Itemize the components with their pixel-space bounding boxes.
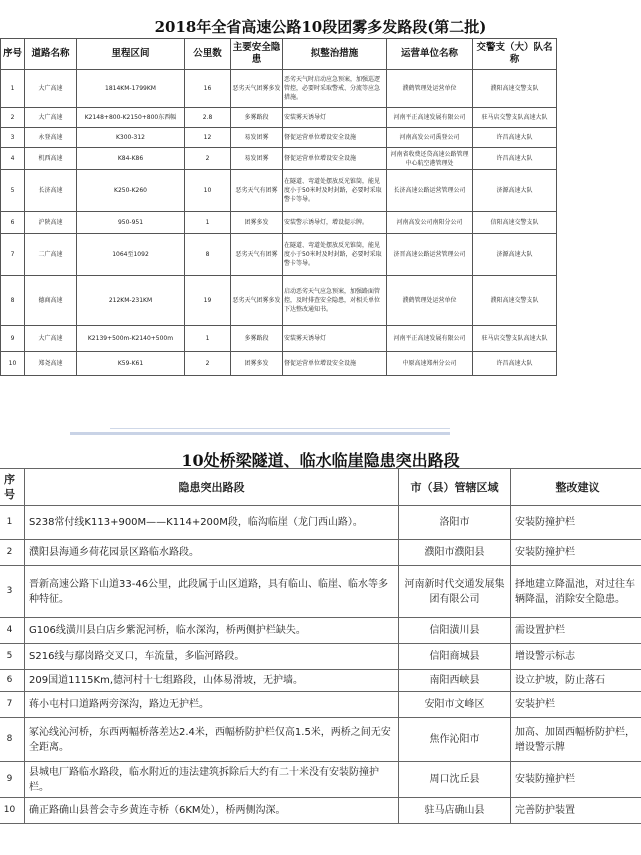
cell-rectification: 安装防撞护栏 <box>511 506 641 540</box>
table-row <box>1 108 635 128</box>
cell-km: 12 <box>185 128 231 148</box>
cell-road-name: 郑尧高速 <box>25 352 77 376</box>
header-measures: 拟整治措施 <box>283 39 387 70</box>
table1-header-row <box>1 39 635 70</box>
table2-header-row <box>0 469 641 506</box>
cell-rectification: 需设置护栏 <box>511 618 641 644</box>
cell-rectification: 安装防撞护栏 <box>511 540 641 566</box>
cell-km: 8 <box>185 234 231 276</box>
fog-sections-table <box>0 38 635 376</box>
cell-mileage: K2148+800-K2150+800东西幅 <box>77 108 185 128</box>
cell-road-name: 机西高速 <box>25 148 77 170</box>
header-index: 序号 <box>0 469 25 506</box>
cell-index: 7 <box>0 692 25 718</box>
table-row <box>0 670 641 692</box>
table-row <box>1 352 635 376</box>
cell-mileage: 950-951 <box>77 212 185 234</box>
cell-measures: 督促运营单位增设安全设施 <box>283 352 387 376</box>
cell-hazard-section: 濮阳县海通乡荷花园景区路临水路段。 <box>25 540 399 566</box>
cell-mileage: 212KM-231KM <box>77 276 185 326</box>
cell-hazard: 恶劣天气团雾多发 <box>231 276 283 326</box>
cell-index: 8 <box>1 276 25 326</box>
cell-mileage: 1814KM-1799KM <box>77 70 185 108</box>
cell-index: 9 <box>1 326 25 352</box>
cell-mileage: 1064至1092 <box>77 234 185 276</box>
header-rectification: 整改建议 <box>511 469 641 506</box>
cell-rectification: 加高、加固西幅桥防护栏，增设警示牌 <box>511 718 641 762</box>
cell-jurisdiction: 周口沈丘县 <box>399 762 511 798</box>
cell-hazard: 易发团雾 <box>231 128 283 148</box>
cell-jurisdiction: 濮阳市濮阳县 <box>399 540 511 566</box>
cell-km: 1 <box>185 326 231 352</box>
cell-measures: 督促运营单位增设安全设施 <box>283 128 387 148</box>
cell-measures: 安装雾天诱导灯 <box>283 326 387 352</box>
cell-police-unit: 济源高速大队 <box>473 234 557 276</box>
cell-mileage: K84-K86 <box>77 148 185 170</box>
cell-hazard-section: 蒋小屯村口道路两旁深沟，路边无护栏。 <box>25 692 399 718</box>
cell-measures: 在隧道、弯道处摆放反光锥筒，能见度小于50米时及时封路，必要时采取警卡等导。 <box>283 170 387 212</box>
cell-hazard-section: 冢沁线沁河桥，东西两幅桥落差达2.4米，西幅桥防护栏仅高1.5米，两桥之间无安全距离。 <box>25 718 399 762</box>
cell-index: 8 <box>0 718 25 762</box>
cell-police-unit: 濮阳高速交警支队 <box>473 276 557 326</box>
cell-hazard-section: G106线潢川县白店乡紫泥河桥，临水深沟，桥两侧护栏缺失。 <box>25 618 399 644</box>
cell-jurisdiction: 焦作沁阳市 <box>399 718 511 762</box>
cell-km: 16 <box>185 70 231 108</box>
header-jurisdiction: 市（县）管辖区域 <box>399 469 511 506</box>
cell-measures: 启动恶劣天气应急预案，加强路面管控，及时排查安全隐患，对相关单位下达整改通知书。 <box>283 276 387 326</box>
table-row <box>0 644 641 670</box>
cell-road-name: 大广高速 <box>25 108 77 128</box>
cell-mileage: K300-312 <box>77 128 185 148</box>
cell-operator: 濮鹤管理处运营单位 <box>387 276 473 326</box>
cell-km: 10 <box>185 170 231 212</box>
cell-rectification: 安装防撞护栏 <box>511 762 641 798</box>
blank-cell <box>557 70 635 108</box>
cell-index: 6 <box>1 212 25 234</box>
cell-index: 5 <box>0 644 25 670</box>
cell-km: 2 <box>185 148 231 170</box>
cell-hazard: 多雾路段 <box>231 326 283 352</box>
cell-mileage: K250-K260 <box>77 170 185 212</box>
cell-km: 1 <box>185 212 231 234</box>
cell-index: 10 <box>0 798 25 824</box>
cell-rectification: 增设警示标志 <box>511 644 641 670</box>
cell-index: 6 <box>0 670 25 692</box>
cell-road-name: 二广高速 <box>25 234 77 276</box>
table-row <box>1 212 635 234</box>
cell-operator: 河南高发公司南阳分公司 <box>387 212 473 234</box>
table-row <box>0 798 641 824</box>
cell-police-unit: 信阳高速交警支队 <box>473 212 557 234</box>
cell-index: 10 <box>1 352 25 376</box>
cell-index: 4 <box>0 618 25 644</box>
table-row <box>0 718 641 762</box>
table-row <box>0 692 641 718</box>
cell-index: 1 <box>1 70 25 108</box>
cell-index: 5 <box>1 170 25 212</box>
cell-rectification: 设立护坡，防止落石 <box>511 670 641 692</box>
cell-hazard-section: S216线与鄢岗路交叉口，车流量，多临河路段。 <box>25 644 399 670</box>
table-row <box>0 762 641 798</box>
cell-operator: 濮鹤管理处运营单位 <box>387 70 473 108</box>
cell-road-name: 大广高速 <box>25 326 77 352</box>
cell-jurisdiction: 河南新时代交通发展集团有限公司 <box>399 566 511 618</box>
cell-operator: 河南平正高速发展有限公司 <box>387 108 473 128</box>
cell-hazard-section: 209国道1115Km,德河村十七组路段，山体易滑坡，无护墙。 <box>25 670 399 692</box>
cell-index: 1 <box>0 506 25 540</box>
table-row <box>1 276 635 326</box>
cell-hazard: 团雾多发 <box>231 352 283 376</box>
blank-cell <box>557 326 635 352</box>
table1-title: 2018年全省高速公路10段团雾多发路段(第二批) <box>154 18 487 36</box>
blank-cell <box>557 352 635 376</box>
cell-rectification: 择地建立降温池，对过往车辆降温，消除安全隐患。 <box>511 566 641 618</box>
cell-police-unit: 驻马店交警支队高速大队 <box>473 108 557 128</box>
cell-hazard: 恶劣天气有团雾 <box>231 234 283 276</box>
cell-jurisdiction: 洛阳市 <box>399 506 511 540</box>
cell-jurisdiction: 南阳西峡县 <box>399 670 511 692</box>
cell-mileage: K59-K61 <box>77 352 185 376</box>
table-row <box>0 506 641 540</box>
header-hazard: 主要安全隐患 <box>231 39 283 70</box>
cell-road-name: 大广高速 <box>25 70 77 108</box>
table-row <box>1 326 635 352</box>
cell-mileage: K2139+500m-K2140+500m <box>77 326 185 352</box>
cell-hazard: 多雾路段 <box>231 108 283 128</box>
cell-road-name: 德商高速 <box>25 276 77 326</box>
cell-measures: 在隧道、弯道处摆放反光锥筒，能见度小于50米时及时封路，必要时采取警卡等导。 <box>283 234 387 276</box>
cell-operator: 济晋高速公路运营管理公司 <box>387 234 473 276</box>
cell-jurisdiction: 安阳市文峰区 <box>399 692 511 718</box>
cell-police-unit: 许昌高速大队 <box>473 128 557 148</box>
cell-measures: 恶劣天气时启动应急预案，加强巡逻管控，必要时采取警戒、分流等应急措施。 <box>283 70 387 108</box>
section-divider-bar <box>70 432 450 435</box>
cell-hazard-section: 确正路确山县普会寺乡黄连寺桥（6KM处），桥两侧沟深。 <box>25 798 399 824</box>
table-row <box>1 148 635 170</box>
cell-operator: 河南高发公司禹登公司 <box>387 128 473 148</box>
cell-police-unit: 许昌高速大队 <box>473 352 557 376</box>
cell-hazard-section: 晋新高速公路下山道33-46公里，此段属于山区道路，具有临山、临崖、临水等多种特征。 <box>25 566 399 618</box>
header-index: 序号 <box>1 39 25 70</box>
cell-km: 19 <box>185 276 231 326</box>
blank-cell <box>557 234 635 276</box>
table-row <box>1 170 635 212</box>
blank-cell <box>557 276 635 326</box>
cell-road-name: 长济高速 <box>25 170 77 212</box>
header-operator: 运营单位名称 <box>387 39 473 70</box>
table-row <box>0 618 641 644</box>
cell-road-name: 永登高速 <box>25 128 77 148</box>
cell-index: 9 <box>0 762 25 798</box>
cell-hazard: 恶劣天气团雾多发 <box>231 70 283 108</box>
table-row <box>0 566 641 618</box>
cell-index: 4 <box>1 148 25 170</box>
table-row <box>1 70 635 108</box>
blank-cell <box>557 148 635 170</box>
cell-police-unit: 驻马店交警支队高速大队 <box>473 326 557 352</box>
header-mileage: 里程区间 <box>77 39 185 70</box>
cell-km: 2 <box>185 352 231 376</box>
cell-index: 2 <box>1 108 25 128</box>
cell-road-name: 沪陕高速 <box>25 212 77 234</box>
blank-cell <box>557 170 635 212</box>
cell-hazard: 团雾多发 <box>231 212 283 234</box>
cell-rectification: 安装护栏 <box>511 692 641 718</box>
cell-index: 3 <box>0 566 25 618</box>
cell-operator: 河南省收费还贷高速公路管理中心航空港管理处 <box>387 148 473 170</box>
cell-police-unit: 济源高速大队 <box>473 170 557 212</box>
header-km: 公里数 <box>185 39 231 70</box>
cell-jurisdiction: 信阳潢川县 <box>399 618 511 644</box>
header-road-name: 道路名称 <box>25 39 77 70</box>
header-police-unit: 交警支（大）队名称 <box>473 39 557 70</box>
cell-hazard: 恶劣天气有团雾 <box>231 170 283 212</box>
cell-police-unit: 濮阳高速交警支队 <box>473 70 557 108</box>
table-row <box>1 234 635 276</box>
cell-jurisdiction: 信阳商城县 <box>399 644 511 670</box>
cell-hazard-section: S238常付线K113+900M——K114+200M段，临沟临崖（龙门西山路）。 <box>25 506 399 540</box>
cell-police-unit: 许昌高速大队 <box>473 148 557 170</box>
cell-index: 2 <box>0 540 25 566</box>
blank-cell <box>557 128 635 148</box>
cell-operator: 长济高速公路运营管理公司 <box>387 170 473 212</box>
section-divider <box>110 428 450 429</box>
cell-measures: 安装雾天诱导灯 <box>283 108 387 128</box>
cell-hazard-section: 县城电厂路临水路段，临水附近的违法建筑拆除后大约有二十米没有安装防撞护栏。 <box>25 762 399 798</box>
cell-hazard: 易发团雾 <box>231 148 283 170</box>
cell-measures: 安装警示诱导灯，增设提示牌。 <box>283 212 387 234</box>
table-row <box>0 540 641 566</box>
cell-km: 2.8 <box>185 108 231 128</box>
cell-index: 3 <box>1 128 25 148</box>
table2-title: 10处桥梁隧道、临水临崖隐患突出路段 <box>181 451 460 470</box>
cell-rectification: 完善防护装置 <box>511 798 641 824</box>
blank-cell <box>557 108 635 128</box>
cell-operator: 中原高速郑州分公司 <box>387 352 473 376</box>
cell-operator: 河南平正高速发展有限公司 <box>387 326 473 352</box>
table-row <box>1 128 635 148</box>
cell-jurisdiction: 驻马店确山县 <box>399 798 511 824</box>
cell-index: 7 <box>1 234 25 276</box>
header-hazard-section: 隐患突出路段 <box>25 469 399 506</box>
bridge-tunnel-table <box>0 468 641 824</box>
cell-measures: 督促运营单位增设安全设施 <box>283 148 387 170</box>
blank-cell <box>557 212 635 234</box>
blank-cell <box>557 39 635 70</box>
